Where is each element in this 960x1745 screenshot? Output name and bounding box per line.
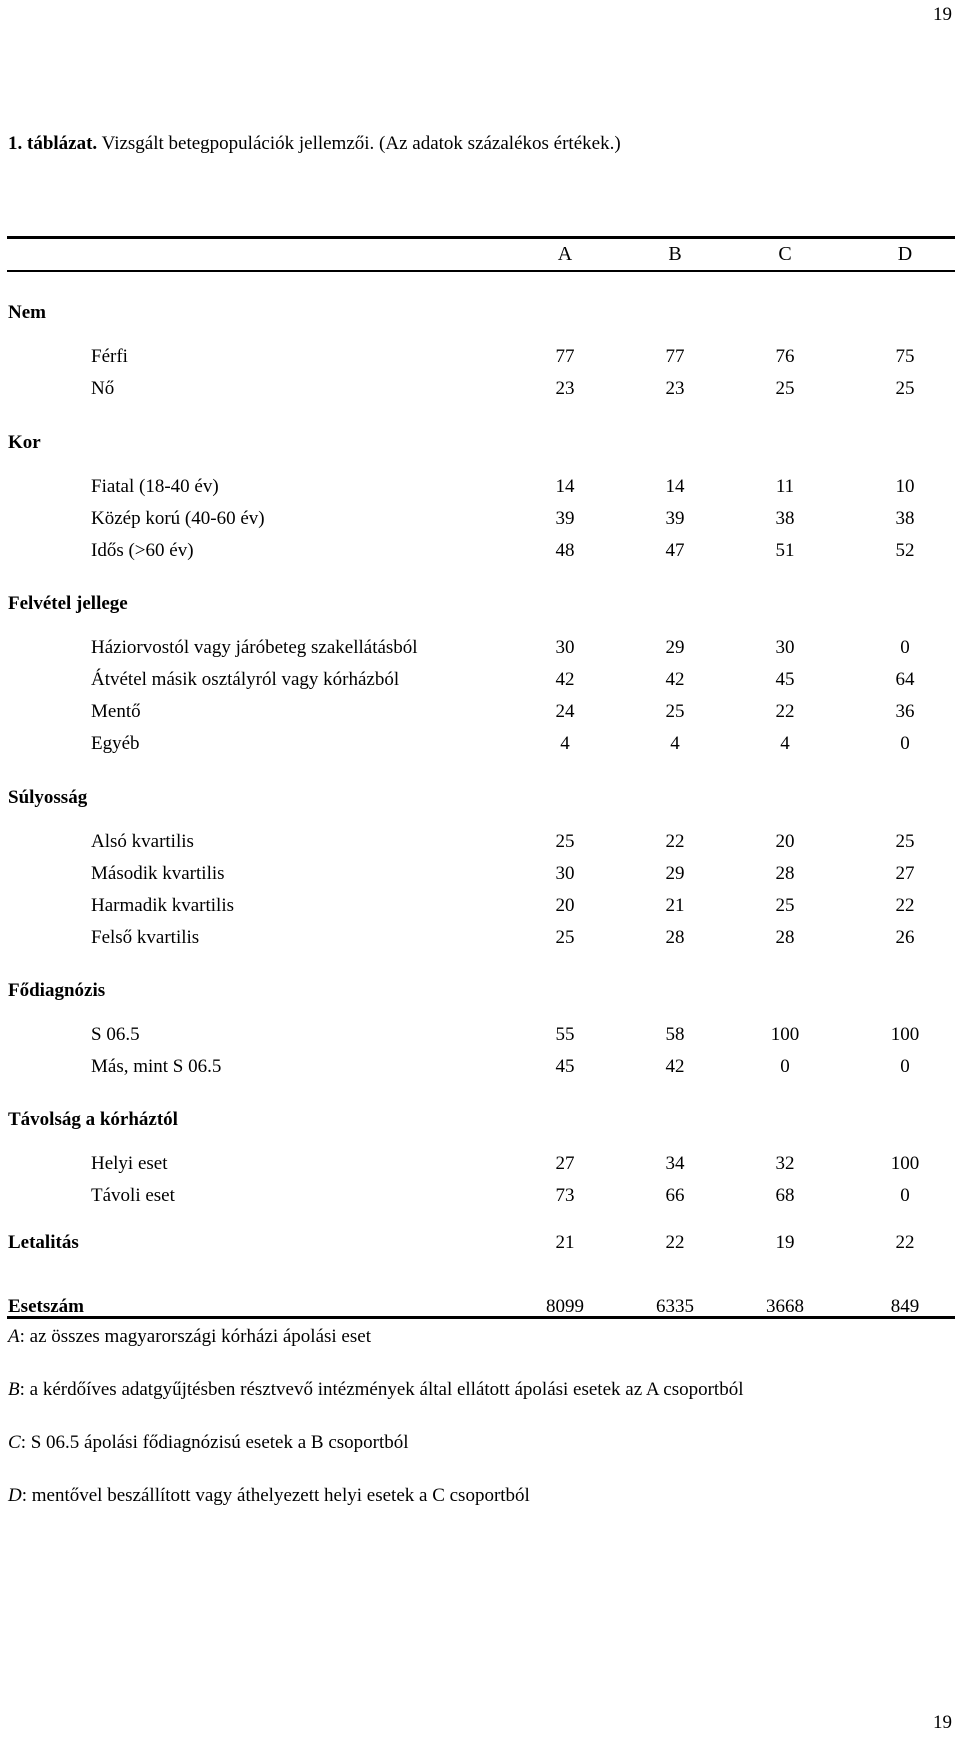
summary-title: Esetszám <box>8 1296 84 1317</box>
row-label: Távoli eset <box>91 1185 175 1206</box>
cell-value: 75 <box>895 346 915 367</box>
cell-value: 73 <box>555 1185 575 1206</box>
cell-value: 29 <box>665 863 685 884</box>
note-d <box>8 1485 530 1507</box>
cell-value: 42 <box>665 669 685 690</box>
row-label: Nő <box>91 378 115 399</box>
summary-value: 849 <box>890 1296 920 1317</box>
group-title: Nem <box>8 302 46 323</box>
cell-value: 32 <box>775 1153 795 1174</box>
cell-value: 23 <box>665 378 685 399</box>
cell-value: 42 <box>555 669 575 690</box>
cell-value: 77 <box>555 346 575 367</box>
group-title: Súlyosság <box>8 787 88 808</box>
cell-value: 25 <box>775 378 795 399</box>
note-a-key: A <box>8 1326 20 1347</box>
cell-value: 25 <box>775 895 795 916</box>
row-label: Helyi eset <box>91 1153 168 1174</box>
cell-value: 34 <box>665 1153 685 1174</box>
cell-value: 21 <box>665 895 685 916</box>
cell-value: 20 <box>775 831 795 852</box>
summary-value: 3668 <box>766 1296 804 1317</box>
cell-value: 100 <box>770 1024 800 1045</box>
summary-value: 22 <box>895 1232 915 1253</box>
group-title: Távolság a kórháztól <box>8 1109 178 1130</box>
group-title: Fődiagnózis <box>8 980 106 1001</box>
cell-value: 22 <box>895 895 915 916</box>
cell-value: 45 <box>555 1056 575 1077</box>
cell-value: 29 <box>665 637 685 658</box>
header-rule <box>7 270 955 272</box>
note-b-key: B <box>8 1379 20 1400</box>
cell-value: 28 <box>665 927 685 948</box>
cell-value: 22 <box>775 701 795 722</box>
note-b <box>8 1379 743 1401</box>
cell-value: 30 <box>555 863 575 884</box>
cell-value: 25 <box>895 378 915 399</box>
cell-value: 58 <box>665 1024 685 1045</box>
row-label: S 06.5 <box>91 1024 140 1045</box>
cell-value: 68 <box>775 1185 795 1206</box>
cell-value: 10 <box>895 476 915 497</box>
cell-value: 64 <box>895 669 915 690</box>
group-title: Kor <box>8 432 41 453</box>
cell-value: 25 <box>665 701 685 722</box>
table-caption <box>8 133 621 155</box>
row-label: Más, mint S 06.5 <box>91 1056 222 1077</box>
cell-value: 77 <box>665 346 685 367</box>
cell-value: 0 <box>900 1056 910 1077</box>
cell-value: 38 <box>895 508 915 529</box>
cell-value: 45 <box>775 669 795 690</box>
row-label: Idős (>60 év) <box>91 540 194 561</box>
column-header-a: A <box>557 243 573 265</box>
table-top-rule <box>7 236 955 239</box>
cell-value: 76 <box>775 346 795 367</box>
row-label: Egyéb <box>91 733 140 754</box>
note-c-key: C <box>8 1432 21 1453</box>
cell-value: 28 <box>775 863 795 884</box>
cell-value: 22 <box>665 831 685 852</box>
row-label: Felső kvartilis <box>91 927 200 948</box>
cell-value: 39 <box>665 508 685 529</box>
caption-text: Vizsgált betegpopulációk jellemzői. (Az adatok százalékos értékek.) <box>101 133 621 154</box>
caption-number: 1. táblázat. <box>8 133 98 154</box>
cell-value: 14 <box>665 476 685 497</box>
cell-value: 4 <box>780 733 790 754</box>
summary-value: 21 <box>555 1232 575 1253</box>
row-label: Átvétel másik osztályról vagy kórházból <box>91 669 400 690</box>
cell-value: 100 <box>890 1024 920 1045</box>
cell-value: 14 <box>555 476 575 497</box>
row-label: Alsó kvartilis <box>91 831 194 852</box>
cell-value: 47 <box>665 540 685 561</box>
cell-value: 28 <box>775 927 795 948</box>
cell-value: 23 <box>555 378 575 399</box>
cell-value: 39 <box>555 508 575 529</box>
group-title: Felvétel jellege <box>8 593 128 614</box>
summary-value: 6335 <box>656 1296 694 1317</box>
row-label: Háziorvostól vagy járóbeteg szakellátásból <box>91 637 418 658</box>
cell-value: 42 <box>665 1056 685 1077</box>
cell-value: 30 <box>775 637 795 658</box>
cell-value: 24 <box>555 701 575 722</box>
note-c <box>8 1432 409 1454</box>
row-label: Közép korú (40-60 év) <box>91 508 265 529</box>
row-label: Második kvartilis <box>91 863 225 884</box>
page-number-top: 19 <box>933 4 952 25</box>
column-header-c: C <box>778 243 792 265</box>
summary-value: 22 <box>665 1232 685 1253</box>
summary-value: 19 <box>775 1232 795 1253</box>
cell-value: 0 <box>900 1185 910 1206</box>
cell-value: 36 <box>895 701 915 722</box>
column-header-b: B <box>668 243 682 265</box>
cell-value: 25 <box>895 831 915 852</box>
row-label: Mentő <box>91 701 141 722</box>
page-number-bottom: 19 <box>933 1712 952 1733</box>
cell-value: 4 <box>670 733 680 754</box>
cell-value: 26 <box>895 927 915 948</box>
column-header-d: D <box>897 243 913 265</box>
note-d-key: D <box>8 1485 22 1506</box>
cell-value: 55 <box>555 1024 575 1045</box>
cell-value: 20 <box>555 895 575 916</box>
summary-title: Letalitás <box>8 1232 79 1253</box>
row-label: Harmadik kvartilis <box>91 895 234 916</box>
cell-value: 30 <box>555 637 575 658</box>
cell-value: 0 <box>780 1056 790 1077</box>
cell-value: 0 <box>900 637 910 658</box>
cell-value: 52 <box>895 540 915 561</box>
cell-value: 25 <box>555 831 575 852</box>
note-a <box>8 1326 371 1348</box>
cell-value: 11 <box>775 476 795 497</box>
cell-value: 48 <box>555 540 575 561</box>
note-c-text: : S 06.5 ápolási fődiagnózisú esetek a B csoportból <box>20 1432 409 1453</box>
note-a-text: : az összes magyarországi kórházi ápolási eset <box>19 1326 371 1347</box>
cell-value: 4 <box>560 733 570 754</box>
note-d-text: : mentővel beszállított vagy áthelyezett helyi esetek a C csoportból <box>21 1485 530 1506</box>
cell-value: 100 <box>890 1153 920 1174</box>
row-label: Fiatal (18-40 év) <box>91 476 219 497</box>
cell-value: 25 <box>555 927 575 948</box>
cell-value: 51 <box>775 540 795 561</box>
cell-value: 27 <box>555 1153 575 1174</box>
row-label: Férfi <box>91 346 128 367</box>
cell-value: 38 <box>775 508 795 529</box>
cell-value: 66 <box>665 1185 685 1206</box>
note-b-text: : a kérdőíves adatgyűjtésben résztvevő intézmények által ellátott ápolási esetek az A csoportból <box>19 1379 744 1400</box>
summary-value: 8099 <box>546 1296 584 1317</box>
cell-value: 0 <box>900 733 910 754</box>
cell-value: 27 <box>895 863 915 884</box>
